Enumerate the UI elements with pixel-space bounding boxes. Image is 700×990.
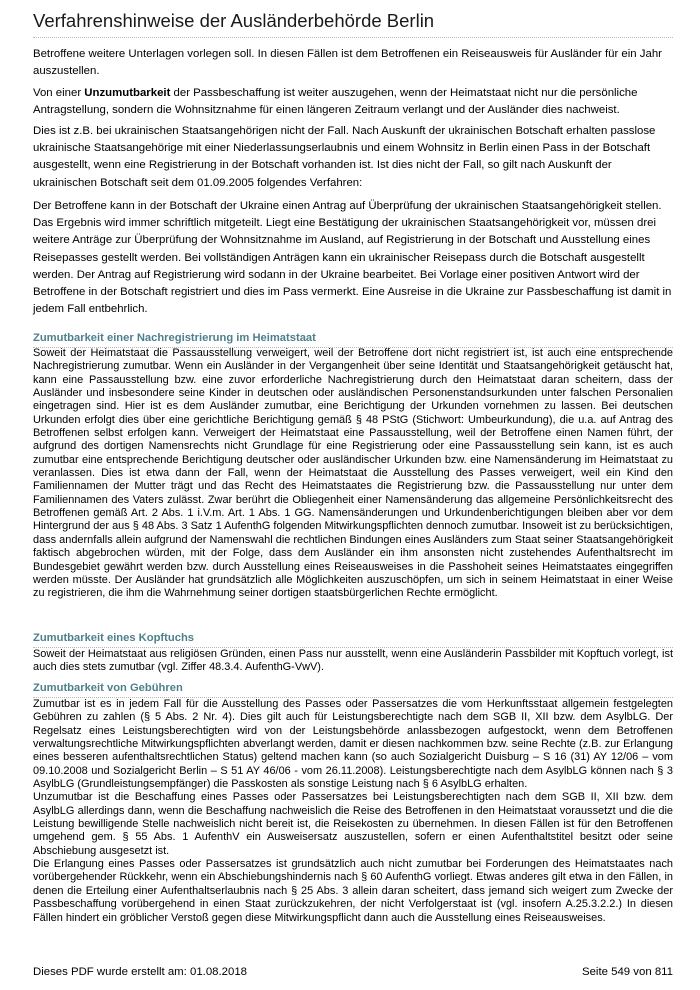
intro-text-2-post: der Passbeschaffung ist weiter auszugehen, wenn der Heimatstaat nicht nur die persönliche Antragstellung, sondern die Wohnsitznahme für einen längeren Zeitraum verlangt und der Ausländer dies nachweist. — [33, 87, 638, 117]
intro-paragraph-3 — [33, 123, 673, 192]
section-paragraph: Zumutbar ist es in jedem Fall für die Ausstellung des Passes oder Passersatzes die vom Herkunftsstaat allgemein festgelegten Gebühren zu zahlen (§ 5 Abs. 2 Nr. 4). Dies gilt auch für Leistungsberechtigte nach dem SGB II, XII bzw. dem AsylbLG. Der Regelsatz eines Leistungsberechtigten wird von der Leistungsbehörde anlassbezogen aufgestockt, wenn dem Betroffenen verwaltungsrechtliche Mitwirkungspflichten abverlangt werden, damit er diesen nachkommen bzw. seine Rechte (z.B. zur Erlangung eines besseren aufenthaltsrechtlichen Status) geltend machen kann (so auch Sozialgericht Duisburg – S 16 (31) AY 12/06 – vom 09.10.2008 und Sozialgericht Berlin – S 51 AY 46/06 - vom 26.11.2008). Leistungsberechtigte nach dem AsylbLG können nach § 3 AsylbLG (Grundleistungsempfänger) die Passkosten als sonstige Leistung nach § 6 AsylbLG erhalten. — [33, 698, 673, 791]
section-heading-gebuehren: Zumutbarkeit von Gebühren — [33, 681, 673, 698]
intro-paragraph-4 — [33, 198, 673, 318]
section-body-nachregistrierung — [33, 347, 673, 601]
intro-text-4: Der Betroffene kann in der Botschaft der Ukraine einen Antrag auf Überprüfung der ukrainischen Staatsangehörigkeit stellen. Das Ergebnis wird immer schriftlich mitgeteilt. Liegt eine Bestätigung der ukrainischen Staatsangehörigkeit vor, müssen drei weitere Anträge zur Überprüfung der Wohnsitznahme im Ausland, auf Registrierung in der Botschaft und Ausstellung eines Reisepasses gestellt werden. Bei vollständigen Anträgen kann ein ukrainischer Reisepass durch die Botschaft ausgestellt werden. Der Antrag auf Registrierung wird sodann in der Ukraine bearbeitet. Bei Vorlage einer positiven Antwort wird der Betroffene in der Botschaft registriert und dies im Pass vermerkt. Eine Ausreise in die Ukraine zur Passbeschaffung ist damit in jedem Fall entbehrlich. — [33, 200, 672, 316]
section-body-kopftuch — [33, 648, 673, 675]
unzumutbarkeit-bold: Unzumutbarkeit — [84, 87, 171, 99]
footer-page-number: Seite 549 von 811 — [582, 966, 673, 978]
section-paragraph: Unzumutbar ist die Beschaffung eines Passes oder Passersatzes bei Leistungsberechtigten nach dem SGB II, XII bzw. dem AsylbLG allerdings dann, wenn die Beschaffung nachweislich die Reise des Betroffenen in den Heimatstaat voraussetzt und die die Leistung bewilligende Stelle nachweislich nicht bereit ist, die Reisekosten zu übernehmen. In diesen Fällen ist für den Betroffenen umgehend gem. § 55 Abs. 1 AufenthV ein Ausweisersatz auszustellen, sofern er einen Aufenthaltstitel besitzt oder seine Abschiebung ausgesetzt ist. — [33, 791, 673, 857]
section-body-gebuehren — [33, 698, 673, 925]
section-heading-kopftuch: Zumutbarkeit eines Kopftuchs — [33, 631, 673, 648]
section-heading-nachregistrierung: Zumutbarkeit einer Nachregistrierung im Heimatstaat — [33, 331, 673, 348]
section-paragraph: Soweit der Heimatstaat aus religiösen Gründen, einen Pass nur ausstellt, wenn eine Ausländerin Passbilder mit Kopftuch vorlegt, ist auch dies stets zumutbar (vgl. Ziffer 48.3.4. AufenthG-VwV). — [33, 648, 673, 674]
footer-created-date: Dieses PDF wurde erstellt am: 01.08.2018 — [33, 966, 247, 978]
page-title: Verfahrenshinweise der Ausländerbehörde Berlin — [33, 10, 673, 38]
intro-paragraph-2 — [33, 85, 673, 119]
intro-text-3: Dies ist z.B. bei ukrainischen Staatsangehörigen nicht der Fall. Nach Auskunft der ukrainischen Botschaft erhalten passlose ukrainische Staatsangehörige mit einer Niederlassungserlaubnis und einem Wohnsitz in Berlin einen Pass in der Botschaft ausgestellt, wenn eine Registrierung in der Botschaft vorhanden ist. Ist dies nicht der Fall, so gilt nach Auskunft der ukrainischen Botschaft seit dem 01.09.2005 folgendes Verfahren: — [33, 125, 656, 189]
intro-text-1: Betroffene weitere Unterlagen vorlegen soll. In diesen Fällen ist dem Betroffenen ein Reiseausweis für Ausländer für ein Jahr auszustellen. — [33, 48, 662, 78]
intro-paragraph-1 — [33, 46, 673, 80]
intro-text-2-pre: Von einer — [33, 87, 85, 99]
section-paragraph: Die Erlangung eines Passes oder Passersatzes ist grundsätzlich auch nicht zumutbar bei Forderungen des Heimatstaates nach vorübergehender Rückkehr, wenn ein Abschiebungshindernis nach § 60 AufenthG vorliegt. Etwas anderes gilt etwa in den Fällen, in denen die Erteilung einer Aufenthaltserlaubnis nach § 25 Abs. 3 allein daran scheitert, dass jemand sich weigert zum Zwecke der Passbeschaffung vorübergehend in einen Staat zurückzukehren, der nicht Verfolgerstaat ist (vgl. insofern A.25.3.2.2.) In diesen Fällen hindert ein gröblicher Verstoß gegen diese Mitwirkungspflicht dann auch die Ausstellung eines Reiseausweises. — [33, 858, 673, 924]
section-paragraph: Soweit der Heimatstaat die Passausstellung verweigert, weil der Betroffene dort nicht registriert ist, ist auch eine entsprechende Nachregistrierung zumutbar. Wenn ein Ausländer in der Vergangenheit über seine Identität und Staatsangehörigkeit getäuscht hat, kann eine Passausstellung bzw. eine zuvor erforderliche Nachregistrierung durch den Heimatstaat daran scheitern, dass der Ausländer und insbesondere seine Kinder in deutschen oder ausländischen Personenstandsurkunden unter falschen Personalien eingetragen sind. Hier ist es dem Ausländer zumutbar, eine Berichtigung der Urkunden vornehmen zu lassen. Bei deutschen Urkunden erfolgt dies über eine gerichtliche Berichtigung gemäß § 48 PStG (Stichwort: Umbeurkundung), die u.a. auf Antrag des Betroffenen selbst erfolgen kann. Verweigert der Heimatstaat eine Passausstellung, weil der Betroffene einen Namen führt, der aufgrund des dortigen Namensrechts nicht Grundlage für eine Registrierung oder eine Passausstellung sein kann, ist es auch zumutbar eine entsprechende Berichtigung deutscher oder ausländischer Urkunden bzw. eine Namensänderung im Heimatstaat zu veranlassen. Dies ist etwa dann der Fall, wenn der Heimatstaat die Ausstellung des Passes verweigert, weil ein Kind den Familiennamen der Mutter trägt und das Recht des Heimatstaates die Registrierung bzw. die Passausstellung nur unter dem Familiennamen des Vaters zulässt. Zwar berührt die Obliegenheit einer Namensänderung das allgemeine Persönlichkeitsrecht des Betroffenen gemäß Art. 2 Abs. 1 i.V.m. Art. 1 Abs. 1 GG. Namensänderungen und Urkundenberichtigungen bleiben aber vor dem Hintergrund der aus § 48 Abs. 3 Satz 1 AufenthG folgenden Mitwirkungspflichten dennoch zumutbar. Insoweit ist zu berücksichtigen, dass andernfalls allein aufgrund der Namenswahl die rechtlichen Bindungen eines Ausländers zum Staat seiner Staatsangehörigkeit faktisch abgebrochen würden, mit der Folge, dass dem Ausländer ein ihm ansonsten nicht zustehendes Aufenthaltsrecht im Bundesgebiet gewährt werden bzw. durch Ausstellung eines Reiseausweises in die Passhoheit seines Heimatstaates eingegriffen werden müsste. Der Ausländer hat grundsätzlich alle Möglichkeiten auszuschöpfen, um sich in seinem Heimatstaat in einer Weise zu registrieren, die ihm die Wahrnehmung seiner dortigen staatsbürgerlichen Rechte ermöglicht. — [33, 347, 673, 600]
